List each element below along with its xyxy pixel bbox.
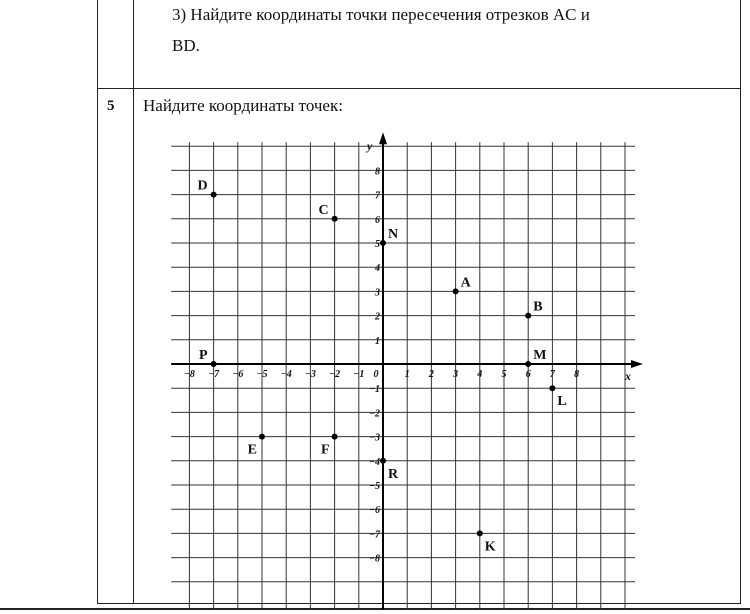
x-tick-label: −1 [353, 369, 365, 380]
y-tick-label: −8 [368, 553, 380, 565]
point-a-marker [453, 288, 459, 294]
point-n-label: N [388, 227, 399, 242]
x-tick-label: −2 [329, 369, 341, 380]
point-c-label: C [318, 202, 329, 218]
point-a-label: A [460, 275, 471, 291]
point-k-marker [477, 530, 483, 536]
y-tick-label: 7 [375, 190, 380, 202]
y-tick-label: −6 [368, 505, 380, 517]
point-d-marker [211, 192, 217, 198]
x-tick-label: −3 [304, 369, 316, 380]
previous-task-text: 3) Найдите координаты точки пересечения отрезков AC и [172, 5, 590, 24]
y-tick-label: −7 [368, 529, 380, 541]
point-l-label: L [557, 394, 567, 410]
point-p-marker [211, 361, 217, 367]
origin-label: 0 [373, 369, 379, 380]
task-heading: Найдите координаты точек: [143, 96, 343, 115]
point-k-label: K [484, 539, 496, 555]
point-l-marker [549, 385, 555, 391]
x-tick-label: −4 [280, 369, 292, 380]
y-tick-label: 4 [375, 263, 380, 275]
x-tick-label: 3 [453, 369, 459, 380]
x-tick-label: 1 [404, 369, 410, 380]
y-tick-label: −4 [368, 456, 380, 468]
x-tick-label: −8 [183, 369, 195, 380]
y-tick-label: 8 [375, 166, 380, 178]
point-r-marker [380, 458, 386, 464]
x-tick-label: 5 [501, 369, 507, 380]
task-number: 5 [107, 98, 115, 114]
y-axis-label: y [367, 139, 373, 154]
y-tick-label: 5 [375, 239, 380, 250]
point-p-label: P [199, 348, 208, 363]
y-tick-label: 6 [375, 214, 380, 226]
point-c-marker [332, 216, 338, 222]
point-e-marker [259, 434, 265, 440]
y-tick-label: −1 [368, 384, 380, 396]
y-axis-arrow [379, 132, 387, 144]
point-m-label: M [533, 348, 547, 363]
point-e-label: E [247, 442, 257, 458]
x-tick-label: −5 [256, 369, 268, 380]
point-m-marker [525, 361, 531, 367]
x-tick-label: 4 [477, 369, 483, 380]
point-b-label: B [533, 299, 543, 315]
point-r-label: R [388, 466, 399, 482]
x-tick-label: 2 [428, 369, 434, 380]
x-tick-label: 8 [574, 369, 580, 380]
x-tick-label: 7 [549, 369, 555, 380]
point-n-marker [380, 240, 386, 246]
previous-task-text-continued: BD. [172, 36, 200, 55]
x-axis-label: x [625, 369, 631, 383]
point-d-label: D [197, 178, 208, 194]
y-tick-label: 3 [375, 287, 380, 299]
x-tick-label: −6 [232, 369, 244, 380]
point-f-label: F [321, 442, 330, 458]
y-tick-label: −3 [368, 432, 380, 444]
point-b-marker [525, 313, 531, 319]
y-tick-label: −2 [368, 408, 380, 420]
y-tick-label: −5 [368, 481, 380, 492]
x-tick-label: 6 [525, 369, 531, 380]
x-tick-label: −7 [208, 369, 220, 380]
y-tick-label: 1 [375, 335, 380, 347]
point-f-marker [332, 434, 338, 440]
y-tick-label: 2 [375, 311, 380, 323]
x-axis-arrow [631, 360, 643, 368]
